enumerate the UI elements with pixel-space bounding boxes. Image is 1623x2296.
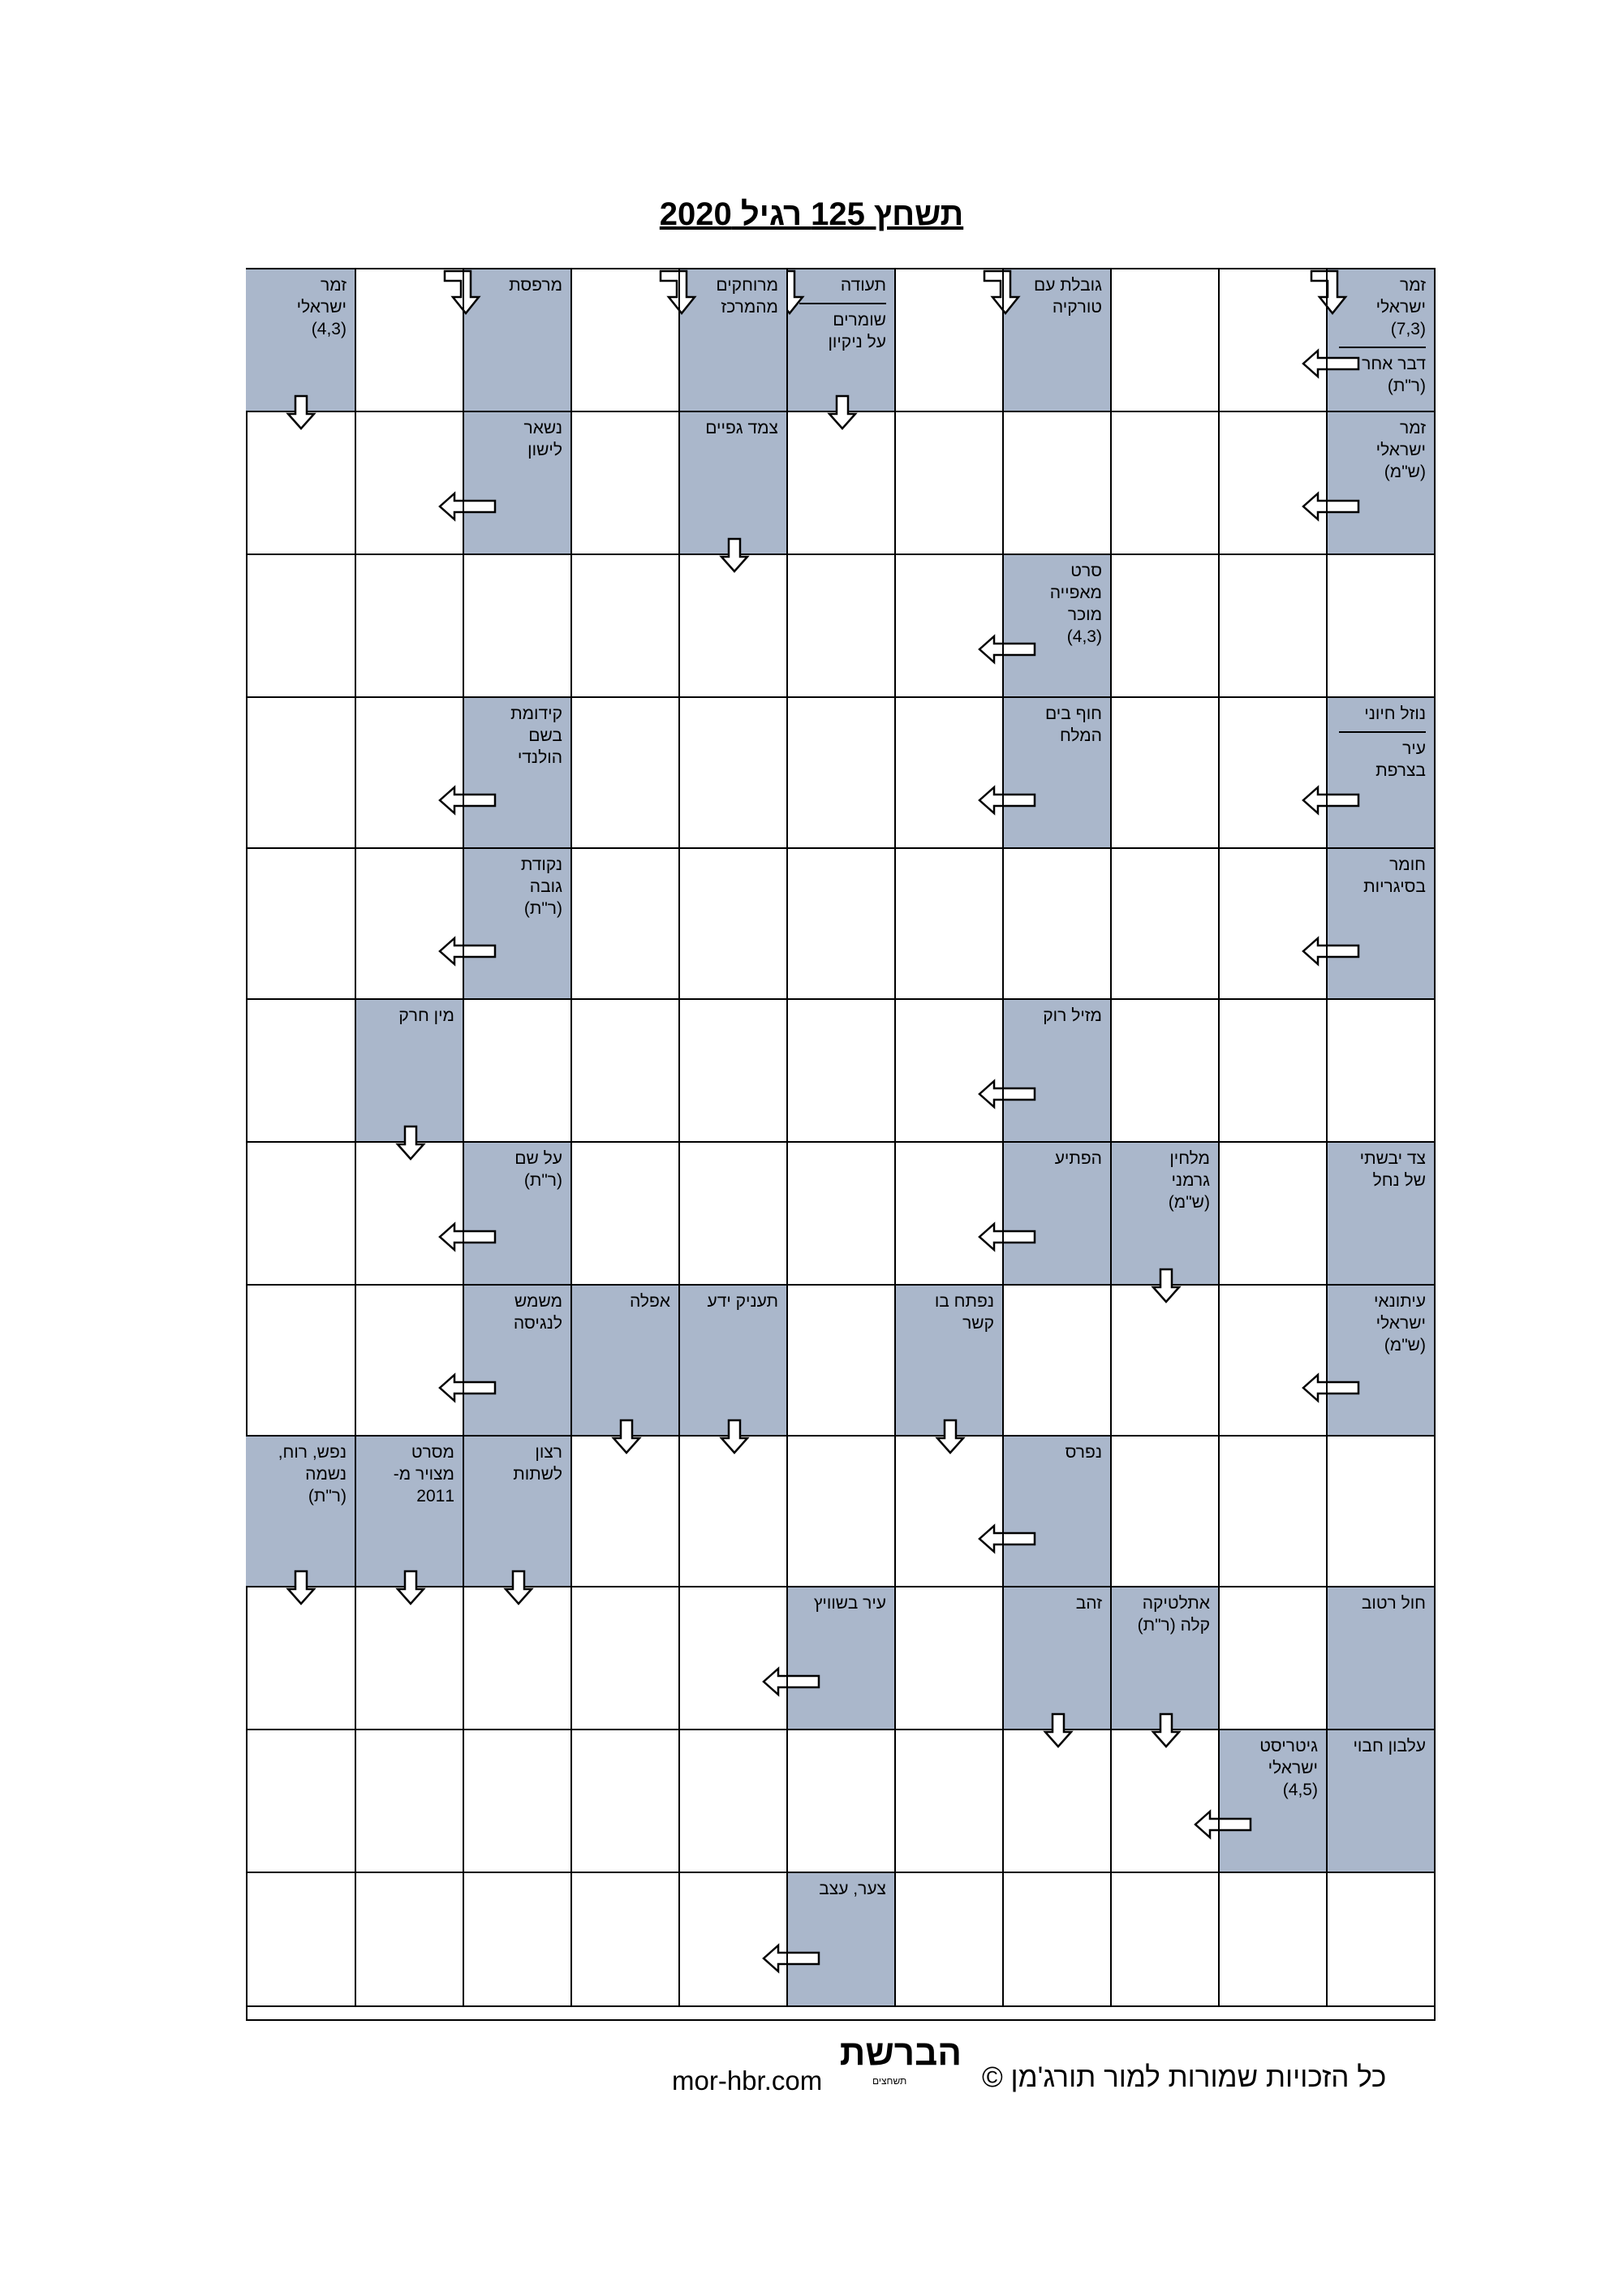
clue-cell [464,1437,572,1587]
answer-cell[interactable] [788,849,896,1000]
answer-cell[interactable] [1112,412,1220,555]
answer-cell[interactable] [1328,1437,1436,1587]
answer-cell[interactable] [246,1143,356,1286]
clue-text: נשאר לישון [523,419,562,459]
clue-text: חול רטוב [1361,1594,1426,1613]
answer-cell[interactable] [1220,1143,1328,1286]
clue-cell [464,698,572,849]
clue-text: על שם (ר"ת) [514,1149,562,1190]
clue-cell [1004,1143,1112,1286]
clue-cell [1328,1286,1436,1437]
clue-cell [1112,1587,1220,1730]
clue-text: נפש, רוח, נשמה (ר"ת) [278,1443,347,1506]
clue-text: מלחין גרמני (ש"מ) [1168,1149,1210,1212]
answer-cell[interactable] [356,555,464,698]
logo-subtext: תשחצים [872,2075,907,2087]
clue-text-secondary: שומרים על ניקיון [828,311,886,351]
answer-cell[interactable] [356,1286,464,1437]
answer-cell[interactable] [246,1730,356,1873]
answer-cell[interactable] [1220,1000,1328,1143]
answer-cell[interactable] [680,1000,788,1143]
clue-text: מזיל רוק [1043,1006,1102,1025]
clue-cell [464,269,572,412]
answer-cell[interactable] [246,1000,356,1143]
answer-cell[interactable] [572,849,680,1000]
clue-text: מרפסת [509,276,562,295]
clue-text: משמש לנגיסה [513,1292,562,1333]
answer-cell[interactable] [680,1143,788,1286]
clue-text: זמר ישראלי (ש"מ) [1375,419,1426,481]
answer-cell[interactable] [1220,1587,1328,1730]
answer-cell[interactable] [1220,849,1328,1000]
answer-cell[interactable] [1004,849,1112,1000]
clue-cell [896,1286,1004,1437]
answer-cell[interactable] [680,555,788,698]
clue-text: צמד גפיים [705,419,778,437]
clue-text: תעניק ידע [707,1292,778,1311]
clue-cell [572,1286,680,1437]
answer-cell[interactable] [572,555,680,698]
clue-cell [356,1000,464,1143]
clue-cell [1004,269,1112,412]
answer-cell[interactable] [788,412,896,555]
clue-cell [1004,1587,1112,1730]
answer-cell[interactable] [896,269,1004,412]
answer-cell[interactable] [246,555,356,698]
answer-cell[interactable] [1112,698,1220,849]
answer-cell[interactable] [356,1143,464,1286]
answer-cell[interactable] [896,1587,1004,1730]
clue-text: סרט מאפייה מוכר (4,3) [1049,562,1102,646]
answer-cell[interactable] [896,412,1004,555]
answer-cell[interactable] [246,1587,356,1730]
clue-cell [1004,1000,1112,1143]
answer-cell[interactable] [572,412,680,555]
answer-cell[interactable] [356,1730,464,1873]
clue-cell [1328,1143,1436,1286]
answer-cell[interactable] [356,1873,464,2007]
answer-cell[interactable] [464,1730,572,1873]
answer-cell[interactable] [1112,1437,1220,1587]
answer-cell[interactable] [896,849,1004,1000]
clue-text: צער, עצב [819,1880,886,1898]
clue-text-secondary: דבר אחר (ר"ת) [1362,355,1426,395]
answer-cell[interactable] [788,1286,896,1437]
clue-cell [1112,1143,1220,1286]
answer-cell[interactable] [788,698,896,849]
clue-cell [788,1587,896,1730]
clue-text: נפתח בו קשר [934,1292,994,1333]
clue-text: מין חרק [398,1006,454,1025]
answer-cell[interactable] [356,849,464,1000]
brand-logo [840,2033,962,2091]
answer-cell[interactable] [1004,1873,1112,2007]
clue-cell [246,269,356,412]
answer-cell[interactable] [1328,555,1436,698]
answer-cell[interactable] [1004,1730,1112,1873]
answer-cell[interactable] [1004,412,1112,555]
clue-cell [1004,555,1112,698]
answer-cell[interactable] [1220,1437,1328,1587]
clue-cell [680,1286,788,1437]
answer-cell[interactable] [1220,412,1328,555]
clue-text: גובלת עם טורקיה [1034,276,1102,317]
answer-cell[interactable] [246,1286,356,1437]
answer-cell[interactable] [680,1587,788,1730]
clue-cell [1220,1730,1328,1873]
clue-cell [246,1437,356,1587]
answer-cell[interactable] [680,1873,788,2007]
answer-cell[interactable] [356,698,464,849]
answer-cell[interactable] [788,1000,896,1143]
clue-cell [788,1873,896,2007]
answer-cell[interactable] [896,1873,1004,2007]
answer-cell[interactable] [464,555,572,698]
clue-cell [1004,698,1112,849]
answer-cell[interactable] [1004,1286,1112,1437]
clue-text: נוזל חיוני [1364,704,1426,723]
answer-cell[interactable] [464,1587,572,1730]
clue-text: זמר ישראלי (4,3) [296,276,347,338]
answer-cell[interactable] [788,1143,896,1286]
clue-text-secondary: עיר בצרפת [1375,739,1426,780]
site-url[interactable]: mor-hbr.com [672,2066,823,2096]
answer-cell[interactable] [788,1730,896,1873]
clue-cell [356,1437,464,1587]
clue-text: אפלה [629,1292,670,1311]
answer-cell[interactable] [356,1587,464,1730]
answer-cell[interactable] [1220,1873,1328,2007]
clue-text: רצון לשתות [513,1443,562,1484]
answer-cell[interactable] [1112,1730,1220,1873]
answer-cell[interactable] [896,555,1004,698]
answer-cell[interactable] [1328,1000,1436,1143]
answer-cell[interactable] [572,1873,680,2007]
answer-cell[interactable] [464,1000,572,1143]
answer-cell[interactable] [356,412,464,555]
answer-cell[interactable] [572,1000,680,1143]
clue-text: קידומת בשם הולנדי [510,704,562,767]
answer-cell[interactable] [1220,1286,1328,1437]
answer-cell[interactable] [1220,269,1328,412]
clue-divider [799,303,886,304]
clue-cell [1328,269,1436,412]
clue-cell [1328,1587,1436,1730]
answer-cell[interactable] [788,555,896,698]
clue-text: מסרט מצויר מ- 2011 [393,1443,454,1506]
answer-cell[interactable] [572,1437,680,1587]
answer-cell[interactable] [896,1730,1004,1873]
answer-cell[interactable] [246,849,356,1000]
answer-cell[interactable] [572,269,680,412]
copyright-notice: כל הזכויות שמורות למור תורג'מן © [982,2061,1387,2093]
clue-text: צד יבשתי של נחל [1359,1149,1426,1190]
clue-text: חוף בים המלח [1044,704,1102,745]
answer-cell[interactable] [896,698,1004,849]
answer-cell[interactable] [1112,1000,1220,1143]
answer-cell[interactable] [572,1730,680,1873]
clue-text: נקודת גובה (ר"ת) [520,855,562,918]
answer-cell[interactable] [896,1000,1004,1143]
clue-cell [464,849,572,1000]
answer-cell[interactable] [246,412,356,555]
logo-text: הברשת [839,2033,962,2073]
answer-cell[interactable] [1220,698,1328,849]
page-title: תשחץ 125 רגיל 2020 [659,196,964,232]
answer-cell[interactable] [1220,555,1328,698]
answer-cell[interactable] [896,1143,1004,1286]
clue-cell [1328,698,1436,849]
answer-cell[interactable] [680,1730,788,1873]
answer-cell[interactable] [1112,849,1220,1000]
clue-cell [1328,412,1436,555]
answer-cell[interactable] [1112,269,1220,412]
clue-divider [1339,731,1426,733]
clue-cell [788,269,896,412]
clue-text: הפתיע [1054,1149,1102,1168]
answer-cell[interactable] [680,698,788,849]
clue-cell [1004,1437,1112,1587]
clue-text: עיתונאי ישראלי (ש"מ) [1373,1292,1426,1355]
answer-cell[interactable] [1112,1873,1220,2007]
clue-cell [464,412,572,555]
answer-cell[interactable] [1112,555,1220,698]
answer-cell[interactable] [788,1437,896,1587]
clue-cell [1328,849,1436,1000]
answer-cell[interactable] [896,1437,1004,1587]
answer-cell[interactable] [356,269,464,412]
answer-cell[interactable] [572,1587,680,1730]
clue-text: זמר ישראלי (7,3) [1375,276,1426,338]
answer-cell[interactable] [1112,1286,1220,1437]
answer-cell[interactable] [572,698,680,849]
clue-cell [680,412,788,555]
clue-text: עלבון חבוי [1353,1737,1426,1755]
answer-cell[interactable] [246,698,356,849]
clue-text: חומר בסיגריות [1363,855,1426,896]
clue-text: תעודה [840,276,886,295]
crossword-grid [246,268,1436,2021]
clue-text: זהב [1075,1594,1102,1613]
clue-cell [464,1143,572,1286]
answer-cell[interactable] [572,1143,680,1286]
clue-cell [464,1286,572,1437]
answer-cell[interactable] [1328,1873,1436,2007]
answer-cell[interactable] [246,1873,356,2007]
clue-text: אתלטיקה קלה (ר"ת) [1137,1594,1210,1635]
clue-text: עיר בשוויץ [813,1594,886,1613]
clue-cell [680,269,788,412]
clue-cell [1328,1730,1436,1873]
answer-cell[interactable] [680,849,788,1000]
clue-text: גיטריסט ישראלי (4,5) [1259,1737,1318,1799]
answer-cell[interactable] [464,1873,572,2007]
clue-text: נפרס [1065,1443,1102,1462]
answer-cell[interactable] [680,1437,788,1587]
clue-text: מרוחקים מהמרכז [716,276,778,317]
